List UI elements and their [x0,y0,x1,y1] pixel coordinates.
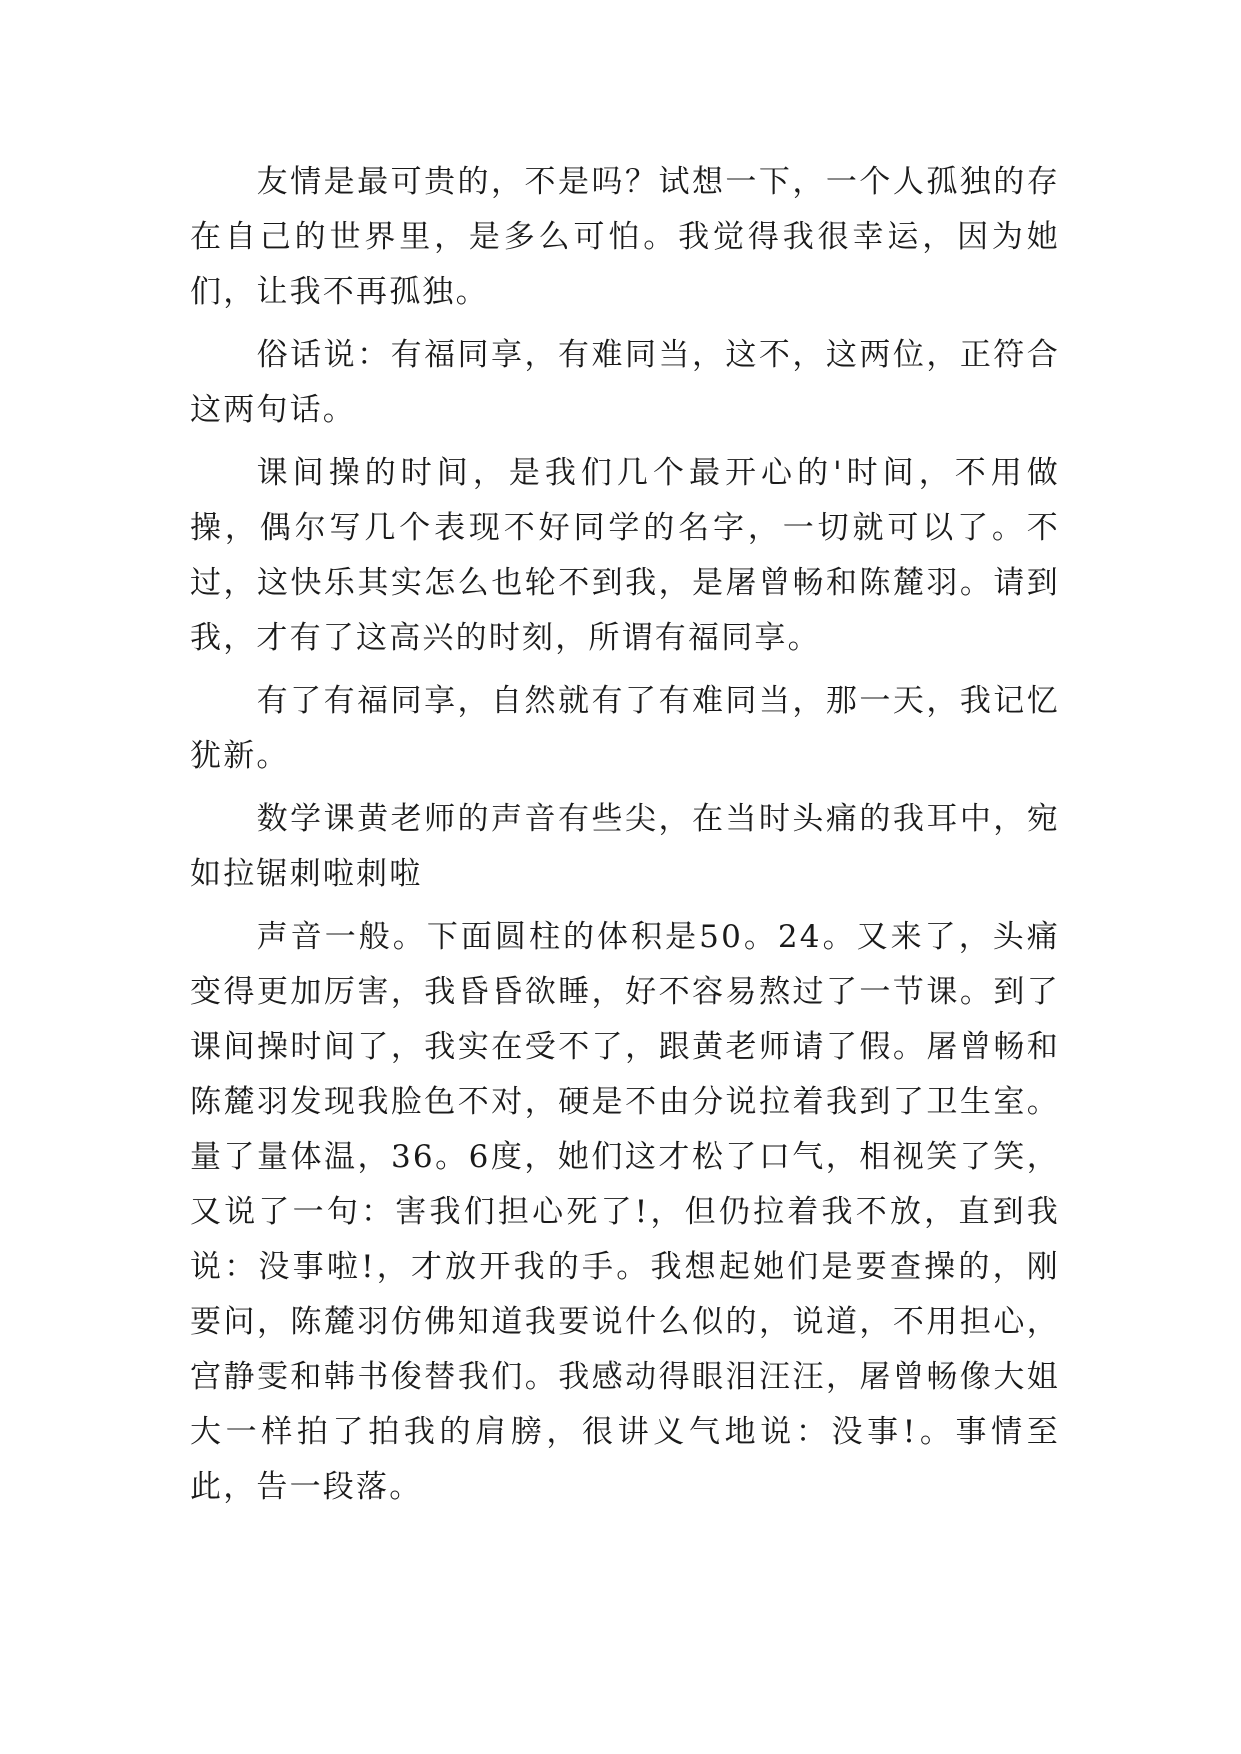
paragraph: 有了有福同享，自然就有了有难同当，那一天，我记忆犹新。 [190,683,1060,774]
paragraph: 课间操的时间，是我们几个最开心的'时间，不用做操，偶尔写几个表现不好同学的名字，一切就可以了。不过，这快乐其实怎么也轮不到我，是屠曾畅和陈麓羽。请到我，才有了这高兴的时刻，所谓有福同享。 [190,455,1060,656]
paragraph: 俗话说：有福同享，有难同当，这不，这两位，正符合这两句话。 [190,337,1060,428]
paragraph: 数学课黄老师的声音有些尖，在当时头痛的我耳中，宛如拉锯刺啦刺啦 [190,801,1060,892]
document-body [190,155,1060,1523]
paragraph: 声音一般。下面圆柱的体积是50。24。又来了，头痛变得更加厉害，我昏昏欲睡，好不容易熬过了一节课。到了课间操时间了，我实在受不了，跟黄老师请了假。屠曾畅和陈麓羽发现我脸色不对，硬是不由分说拉着我到了卫生室。量了量体温，36。6度，她们这才松了口气，相视笑了笑，又说了一句：害我们担心死了!，但仍拉着我不放，直到我说：没事啦!，才放开我的手。我想起她们是要查操的，刚要问，陈麓羽仿佛知道我要说什么似的，说道，不用担心，宫静雯和韩书俊替我们。我感动得眼泪汪汪，屠曾畅像大姐大一样拍了拍我的肩膀，很讲义气地说：没事!。事情至此，告一段落。 [190,919,1060,1505]
paragraph: 友情是最可贵的，不是吗？试想一下，一个人孤独的存在自己的世界里，是多么可怕。我觉得我很幸运，因为她们，让我不再孤独。 [190,164,1060,310]
